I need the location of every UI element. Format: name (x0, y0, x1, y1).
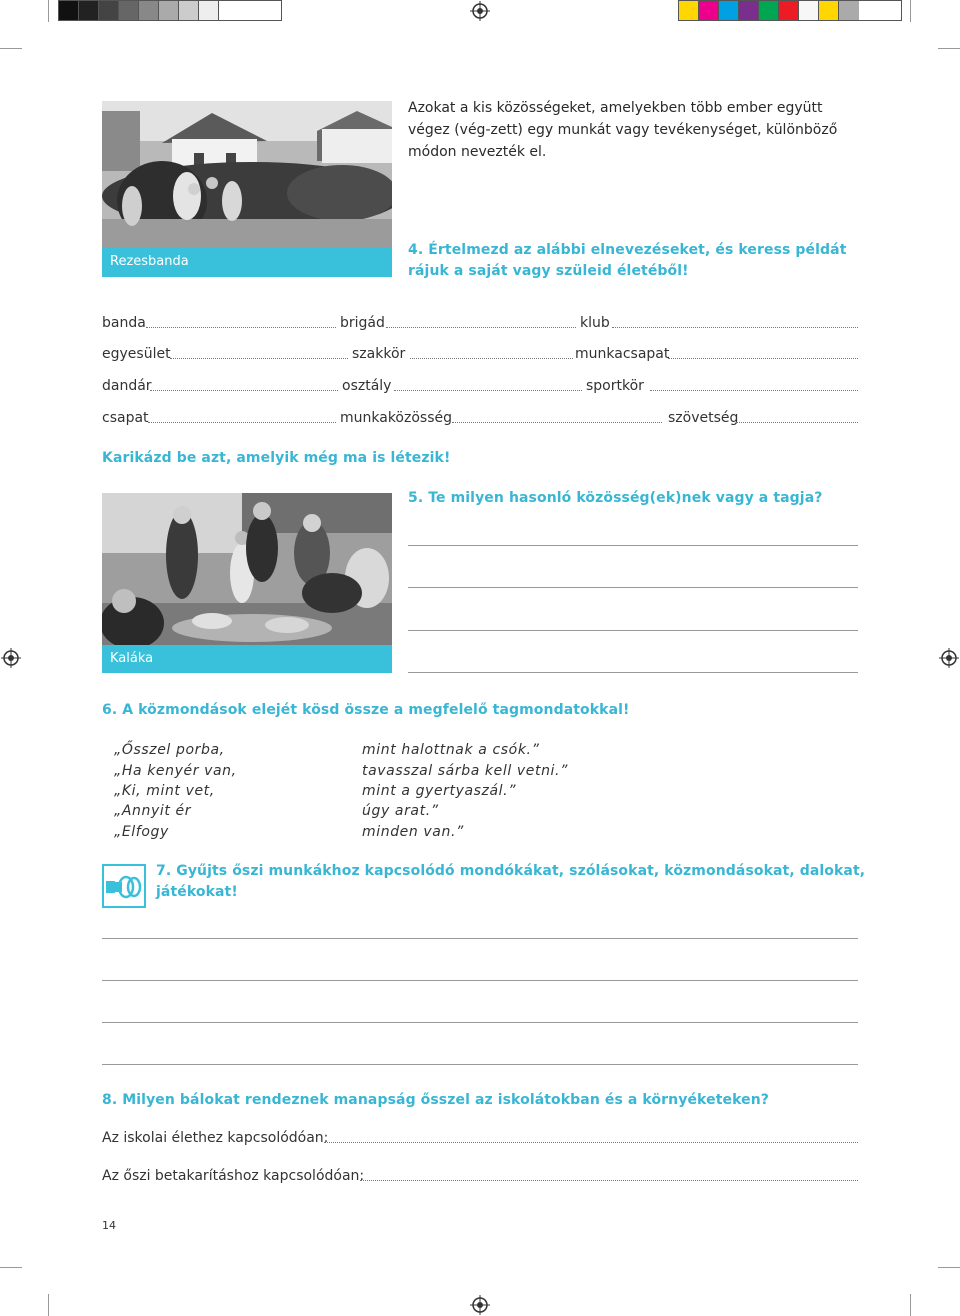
harvest-balls-label: Az őszi betakarításhoz kapcsolódóan: (102, 1168, 365, 1184)
crop-mark (938, 48, 960, 49)
color-swatch (739, 1, 759, 20)
registration-mark-icon (939, 648, 959, 668)
proverb-start[interactable]: „Ősszel porba, (114, 742, 225, 758)
term-dandar: dandár (102, 378, 152, 394)
answer-line[interactable] (452, 422, 662, 423)
binoculars-icon (102, 864, 146, 908)
question-7-title: 7. Gyűjts őszi munkákhoz kapcsolódó mondókákat, szólásokat, közmondásokat, dalokat, játékokat! (156, 863, 866, 900)
crop-mark (910, 0, 911, 22)
registration-mark-icon (470, 1, 490, 21)
term-egyesulet: egyesület (102, 346, 171, 362)
answer-line[interactable] (102, 938, 858, 939)
circle-instruction: Karikázd be azt, amelyik még ma is létezik! (102, 450, 451, 466)
color-swatch (679, 1, 699, 20)
color-swatch (819, 1, 839, 20)
color-swatch (779, 1, 799, 20)
crop-mark (938, 1267, 960, 1268)
color-swatch (799, 1, 819, 20)
answer-line[interactable] (102, 1022, 858, 1023)
gray-swatch (199, 1, 219, 20)
photo-caption: Rezesbanda (102, 247, 392, 277)
photo-caption: Kaláka (102, 645, 392, 673)
color-swatch (839, 1, 859, 20)
answer-line[interactable] (324, 1142, 858, 1143)
kalaka-photo (102, 493, 392, 645)
term-csapat: csapat (102, 410, 149, 426)
term-osztaly: osztály (342, 378, 392, 394)
proverb-end[interactable]: tavasszal sárba kell vetni.” (362, 763, 568, 779)
brass-band-photo (102, 101, 392, 247)
answer-line[interactable] (408, 545, 858, 546)
registration-mark-icon (1, 648, 21, 668)
proverb-start[interactable]: „Ha kenyér van, (114, 763, 237, 779)
registration-mark-icon (470, 1295, 490, 1315)
term-sportkor: sportkör (586, 378, 644, 394)
intro-paragraph: Azokat a kis közösségeket, amelyekben több ember együtt végez (vég-zett) egy munkát vagy tevékenységet, különböző módon nevezték el. (408, 100, 838, 160)
gray-swatch (79, 1, 99, 20)
answer-line[interactable] (410, 358, 573, 359)
term-klub: klub (580, 315, 610, 331)
proverb-end[interactable]: mint a gyertyaszál.” (362, 783, 517, 799)
question-6-title: 6. A közmondások elejét kösd össze a megfelelő tagmondatokkal! (102, 702, 630, 718)
answer-line[interactable] (102, 980, 858, 981)
answer-line[interactable] (408, 630, 858, 631)
gray-swatch (99, 1, 119, 20)
term-munkacsapat: munkacsapat (575, 346, 670, 362)
answer-line[interactable] (394, 390, 582, 391)
answer-line[interactable] (612, 327, 858, 328)
answer-line[interactable] (150, 390, 338, 391)
proverb-end[interactable]: úgy arat.” (362, 803, 439, 819)
proverb-start[interactable]: „Annyit ér (114, 803, 192, 819)
question-4-title: 4. Értelmezd az alábbi elnevezéseket, és keress példát rájuk a saját vagy szüleid életéből! (408, 242, 847, 279)
gray-swatch (179, 1, 199, 20)
crop-mark (48, 0, 49, 22)
term-szakkor: szakkör (352, 346, 406, 362)
answer-line[interactable] (668, 358, 858, 359)
answer-line[interactable] (146, 327, 336, 328)
answer-line[interactable] (102, 1064, 858, 1065)
gray-swatch (219, 1, 239, 20)
term-brigad: brigád (340, 315, 385, 331)
color-swatch (719, 1, 739, 20)
answer-line[interactable] (360, 1180, 858, 1181)
term-banda: banda (102, 315, 146, 331)
question-5-title: 5. Te milyen hasonló közösség(ek)nek vagy a tagja? (408, 490, 823, 506)
crop-mark (910, 1294, 911, 1316)
answer-line[interactable] (148, 422, 336, 423)
proverb-end[interactable]: mint halottnak a csók.” (362, 742, 540, 758)
question-8-title: 8. Milyen bálokat rendeznek manapság ősszel az iskolátokban és a környéketeken? (102, 1092, 769, 1108)
term-szovetseg: szövetség (668, 410, 739, 426)
answer-line[interactable] (170, 358, 348, 359)
answer-line[interactable] (386, 327, 576, 328)
color-swatch (759, 1, 779, 20)
answer-line[interactable] (650, 390, 858, 391)
crop-mark (0, 48, 22, 49)
answer-line[interactable] (408, 587, 858, 588)
school-balls-label: Az iskolai élethez kapcsolódóan: (102, 1130, 329, 1146)
color-swatch (699, 1, 719, 20)
term-munkakozosseg: munkaközösség (340, 410, 452, 426)
gray-swatch (159, 1, 179, 20)
proverb-start[interactable]: „Ki, mint vet, (114, 783, 215, 799)
color-calibration-bar (678, 0, 902, 21)
answer-line[interactable] (408, 672, 858, 673)
gray-swatch (139, 1, 159, 20)
crop-mark (48, 1294, 49, 1316)
grayscale-calibration-bar (58, 0, 282, 21)
gray-swatch (59, 1, 79, 20)
answer-line[interactable] (736, 422, 858, 423)
page-number: 14 (102, 1219, 116, 1232)
crop-mark (0, 1267, 22, 1268)
proverb-start[interactable]: „Elfogy (114, 824, 169, 840)
gray-swatch (119, 1, 139, 20)
proverb-end[interactable]: minden van.” (362, 824, 464, 840)
